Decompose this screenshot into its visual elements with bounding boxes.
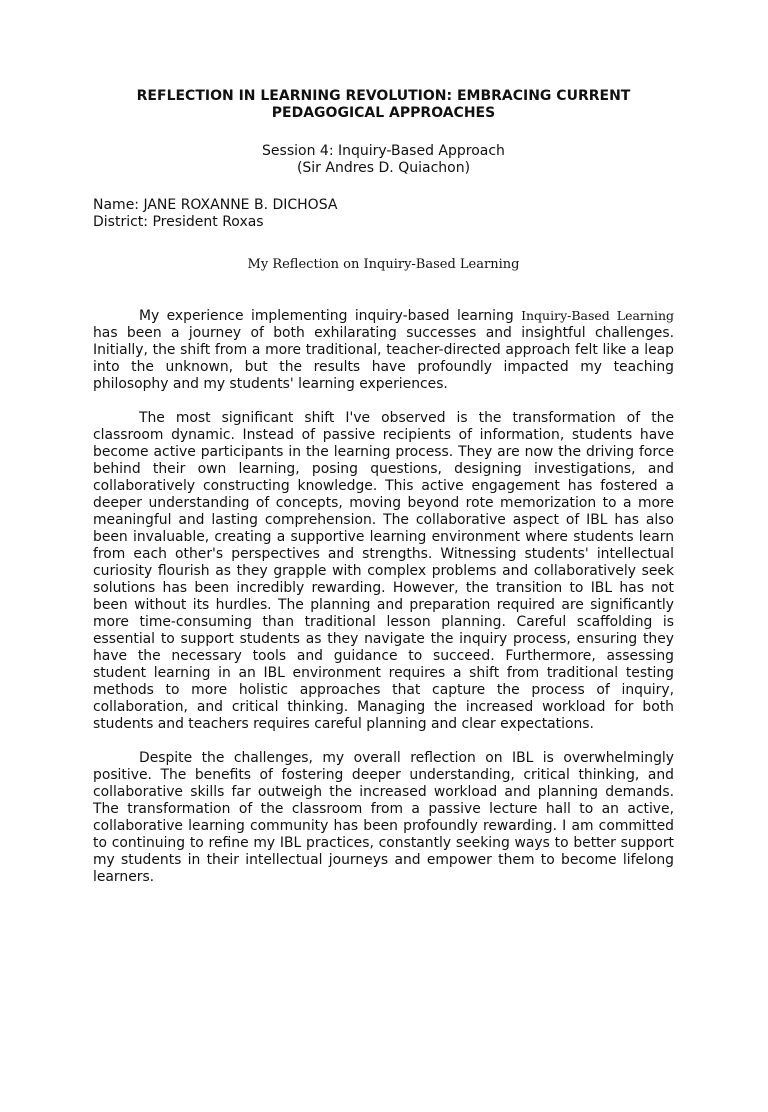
paragraph-1-inline-term: Inquiry-Based Learning [521, 308, 674, 323]
title-line-1: REFLECTION IN LEARNING REVOLUTION: EMBRACING CURRENT [136, 88, 631, 104]
session-speaker: (Sir Andres D. Quiachon) [296, 160, 471, 176]
reflection-heading: My Reflection on Inquiry-Based Learning [247, 257, 520, 272]
author-name: Name: JANE ROXANNE B. DICHOSA [93, 197, 338, 213]
author-district: District: President Roxas [93, 214, 264, 230]
session-info [93, 143, 674, 177]
paragraph-1 [93, 307, 674, 393]
author-info [93, 197, 674, 231]
document-page [0, 88, 768, 1112]
document-title [93, 88, 674, 122]
paragraph-2: The most significant shift I've observed is the transformation of the classroom dynamic. Instead of passive recipients of information, students have become active participants in the learning process. They are now the driving force behind their own learning, posing questions, designing investigations, and collaboratively constructing knowledge. This active engagement has fostered a deeper understanding of concepts, moving beyond rote memorization to a more meaningful and lasting comprehension. The collaborative aspect of IBL has also been invaluable, creating a supportive learning environment where students learn from each other's perspectives and strengths. Witnessing students' intellectual curiosity flourish as they grapple with complex problems and collaboratively seek solutions has been incredibly rewarding. However, the transition to IBL has not been without its hurdles. The planning and preparation required are significantly more time-consuming than traditional lesson planning. Careful scaffolding is essential to support students as they navigate the inquiry process, ensuring they have the necessary tools and guidance to succeed. Furthermore, assessing student learning in an IBL environment requires a shift from traditional testing methods to more holistic approaches that capture the process of inquiry, collaboration, and critical thinking. Managing the increased workload for both students and teachers requires careful planning and clear expectations. [93, 410, 674, 732]
title-line-2: PEDAGOGICAL APPROACHES [271, 105, 496, 121]
paragraph-1-lead: My experience implementing inquiry-based learning [139, 308, 522, 324]
paragraph-3: Despite the challenges, my overall reflection on IBL is overwhelmingly positive. The benefits of fostering deeper understanding, critical thinking, and collaborative skills far outweigh the increased workload and planning demands. The transformation of the classroom from a passive lecture hall to an active, collaborative learning community has been profoundly rewarding. I am committed to continuing to refine my IBL practices, constantly seeking ways to better support my students in their intellectual journeys and empower them to become lifelong learners. [93, 750, 674, 885]
session-title: Session 4: Inquiry-Based Approach [262, 143, 505, 159]
paragraph-1-rest: has been a journey of both exhilarating successes and insightful challenges. Initially, the shift from a more traditional, teacher-directed approach felt like a leap into the unknown, but the results have profoundly impacted my teaching philosophy and my students' learning experiences. [93, 325, 674, 392]
